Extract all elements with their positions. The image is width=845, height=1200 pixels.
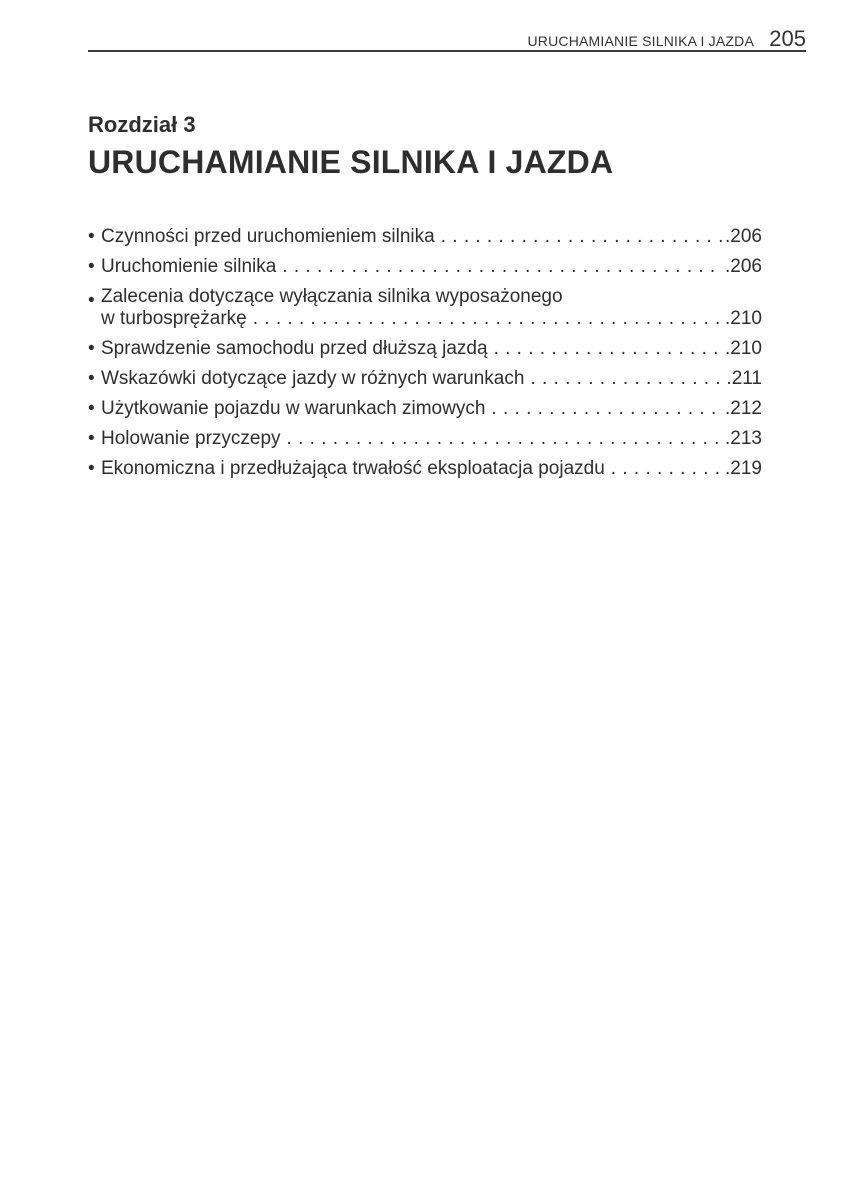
- bullet-icon: •: [88, 338, 95, 359]
- dot-leader: [282, 252, 723, 282]
- dot-leader: [441, 222, 723, 252]
- toc-item-page: .211: [726, 368, 762, 389]
- bullet-icon: •: [88, 428, 95, 449]
- bullet-icon: •: [88, 458, 95, 479]
- toc-item-page: .212: [725, 398, 762, 419]
- chapter-label: Rozdział 3: [88, 112, 196, 137]
- toc-item-page: .213: [725, 428, 762, 449]
- table-of-contents: [88, 222, 762, 484]
- toc-item-page: .206: [725, 256, 762, 277]
- dot-leader: [491, 394, 723, 424]
- toc-item-page: .210: [725, 338, 762, 359]
- toc-item[interactable]: [88, 286, 762, 330]
- toc-item[interactable]: [88, 222, 762, 252]
- bullet-icon: •: [88, 398, 95, 419]
- dot-leader: [611, 454, 723, 484]
- toc-item-text: Użytkowanie pojazdu w warunkach zimowych: [101, 398, 486, 419]
- toc-item[interactable]: [88, 424, 762, 454]
- toc-item-text: Wskazówki dotyczące jazdy w różnych warunkach: [101, 368, 525, 389]
- running-header: [88, 24, 806, 52]
- toc-item[interactable]: [88, 364, 762, 394]
- toc-item-page: .206: [725, 226, 762, 247]
- page-number: 205: [769, 26, 806, 51]
- toc-item-page: .210: [725, 308, 762, 329]
- toc-item-text: Zalecenia dotyczące wyłączania silnika wyposażonego: [101, 286, 563, 307]
- chapter-title: URUCHAMIANIE SILNIKA I JAZDA: [88, 144, 614, 180]
- bullet-icon: •: [88, 290, 95, 311]
- toc-item-text: Ekonomiczna i przedłużająca trwałość eksploatacja pojazdu: [101, 458, 605, 479]
- dot-leader: [287, 424, 723, 454]
- bullet-icon: •: [88, 368, 95, 389]
- toc-item-text: Sprawdzenie samochodu przed dłuższą jazdą: [101, 338, 488, 359]
- toc-item-text: Uruchomienie silnika: [101, 256, 277, 277]
- toc-item[interactable]: [88, 394, 762, 424]
- toc-item-text: Holowanie przyczepy: [101, 428, 281, 449]
- toc-item-text: Czynności przed uruchomieniem silnika: [101, 226, 435, 247]
- dot-leader: [253, 308, 723, 330]
- running-title: URUCHAMIANIE SILNIKA I JAZDA: [527, 33, 754, 49]
- toc-item-text-continued: w turbosprężarkę: [101, 308, 247, 329]
- toc-item[interactable]: [88, 334, 762, 364]
- bullet-icon: •: [88, 256, 95, 277]
- toc-item[interactable]: [88, 252, 762, 282]
- toc-item[interactable]: [88, 454, 762, 484]
- dot-leader: [494, 334, 723, 364]
- bullet-icon: •: [88, 226, 95, 247]
- dot-leader: [530, 364, 724, 394]
- toc-item-page: .219: [725, 458, 762, 479]
